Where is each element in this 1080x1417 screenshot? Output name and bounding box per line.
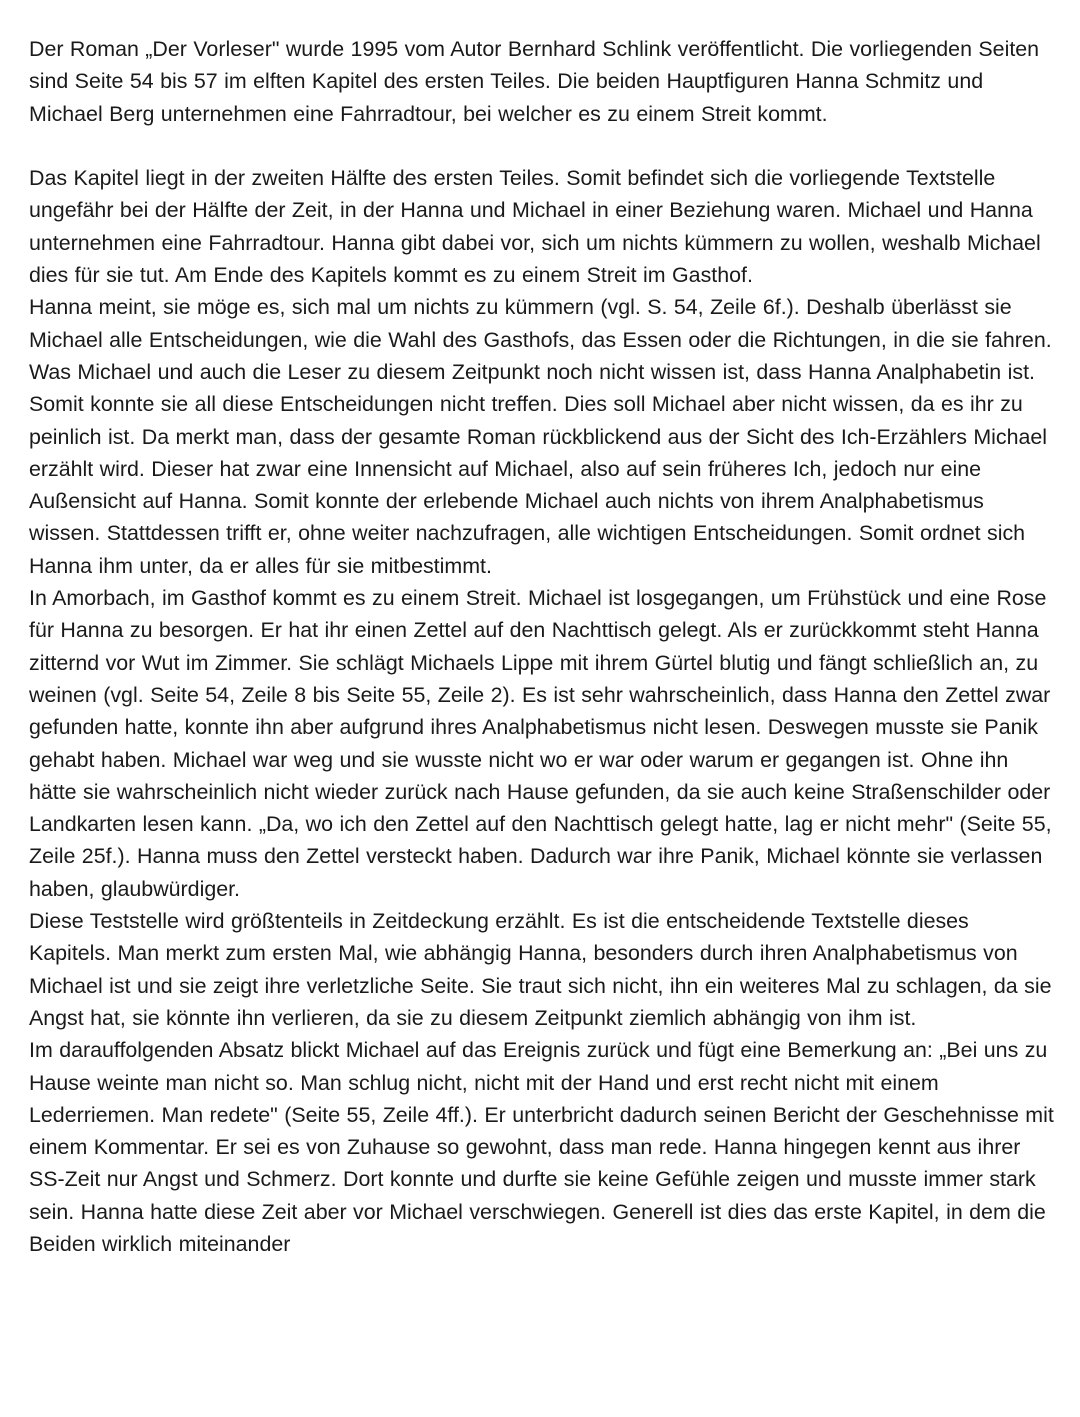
paragraph-time-coverage: Diese Teststelle wird größtenteils in Zeitdeckung erzählt. Es ist die entscheidende Textstelle dieses Kapitels. Man merkt zum ersten Mal, wie abhängig Hanna, besonders durch ihren Analphabetismus von Michael ist und sie zeigt ihre verletzliche Seite. Sie traut sich nicht, ihn ein weiteres Mal zu schlagen, da sie Angst hat, sie könnte ihn verlieren, da sie zu diesem Zeitpunkt ziemlich abhängig von ihm ist.: [29, 909, 1052, 1030]
paragraph-chapter-context: Das Kapitel liegt in der zweiten Hälfte des ersten Teiles. Somit befindet sich die vorliegende Textstelle ungefähr bei der Hälfte der Zeit, in der Hanna und Michael in einer Beziehung waren. Michael und Hanna unternehmen eine Fahrradtour. Hanna gibt dabei vor, sich um nichts kümmern zu wollen, weshalb Michael dies für sie tut. Am Ende des Kapitels kommt es zu einem Streit im Gasthof.: [29, 166, 1041, 288]
document-page: [29, 33, 1054, 1260]
paragraph-spacer: [29, 130, 1054, 162]
paragraph-intro: Der Roman „Der Vorleser" wurde 1995 vom Autor Bernhard Schlink veröffentlicht. Die vorliegenden Seiten sind Seite 54 bis 57 im elften Kapitel des ersten Teiles. Die beiden Hauptfiguren Hanna Schmitz und Michael Berg unternehmen eine Fahrradtour, bei welcher es zu einem Streit kommt.: [29, 37, 1040, 126]
paragraph-decisions: Hanna meint, sie möge es, sich mal um nichts zu kümmern (vgl. S. 54, Zeile 6f.). Deshalb überlässt sie Michael alle Entscheidungen, wie die Wahl des Gasthofs, das Essen oder die Richtungen, in die sie fahren. Was Michael und auch die Leser zu diesem Zeitpunkt noch nicht wissen ist, dass Hanna Analphabetin ist. Somit konnte sie all diese Entscheidungen nicht treffen. Dies soll Michael aber nicht wissen, da es ihr zu peinlich ist. Da merkt man, dass der gesamte Roman rückblickend aus der Sicht des Ich-Erzählers Michael erzählt wird. Dieser hat zwar eine Innensicht auf Michael, also auf sein früheres Ich, jedoch nur eine Außensicht auf Hanna. Somit konnte der erlebende Michael auch nichts von ihrem Analphabetismus wissen. Stattdessen trifft er, ohne weiter nachzufragen, alle wichtigen Entscheidungen. Somit ordnet sich Hanna ihm unter, da er alles für sie mitbestimmt.: [29, 295, 1052, 578]
paragraph-reflection: Im darauffolgenden Absatz blickt Michael auf das Ereignis zurück und fügt eine Bemerkung an: „Bei uns zu Hause weinte man nicht so. Man schlug nicht, nicht mit der Hand und erst recht nicht mit einem Lederriemen. Man redete" (Seite 55, Zeile 4ff.). Er unterbricht dadurch seinen Bericht der Geschehnisse mit einem Kommentar. Er sei es von Zuhause so gewohnt, dass man rede. Hanna hingegen kennt aus ihrer SS-Zeit nur Angst und Schmerz. Dort konnte und durfte sie keine Gefühle zeigen und musste immer stark sein. Hanna hatte diese Zeit aber vor Michael verschwiegen. Generell ist dies das erste Kapitel, in dem die Beiden wirklich miteinander: [29, 1038, 1054, 1256]
paragraph-argument: In Amorbach, im Gasthof kommt es zu einem Streit. Michael ist losgegangen, um Frühstück und eine Rose für Hanna zu besorgen. Er hat ihr einen Zettel auf den Nachttisch gelegt. Als er zurückkommt steht Hanna zitternd vor Wut im Zimmer. Sie schlägt Michaels Lippe mit ihrem Gürtel blutig und fängt schließlich an, zu weinen (vgl. Seite 54, Zeile 8 bis Seite 55, Zeile 2). Es ist sehr wahrscheinlich, dass Hanna den Zettel zwar gefunden hatte, konnte ihn aber aufgrund ihres Analphabetismus nicht lesen. Deswegen musste sie Panik gehabt haben. Michael war weg und sie wusste nicht wo er war oder warum er gegangen ist. Ohne ihn hätte sie wahrscheinlich nicht wieder zurück nach Hause gefunden, da sie auch keine Straßenschilder oder Landkarten lesen kann. „Da, wo ich den Zettel auf den Nachttisch gelegt hatte, lag er nicht mehr" (Seite 55, Zeile 25f.). Hanna muss den Zettel versteckt haben. Dadurch war ihre Panik, Michael könnte sie verlassen haben, glaubwürdiger.: [29, 586, 1052, 901]
